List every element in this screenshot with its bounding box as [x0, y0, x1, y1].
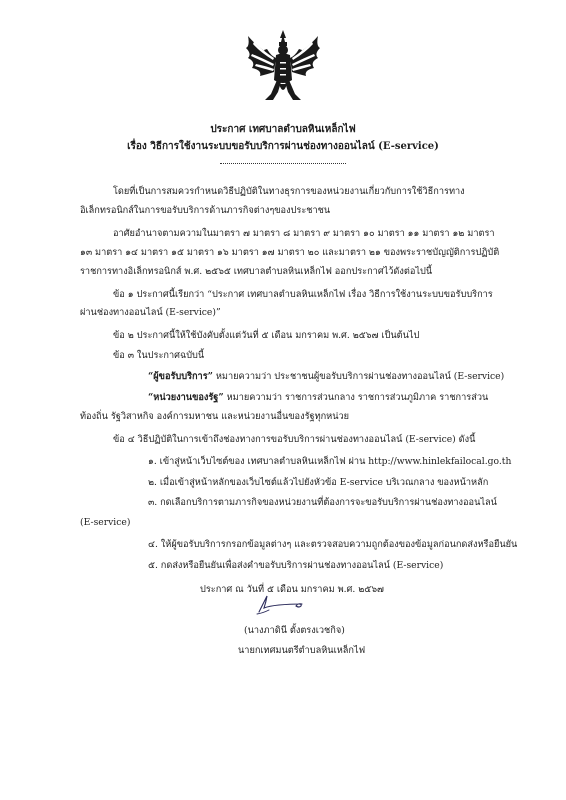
- clause-1-line-1: ข้อ ๑ ประกาศนี้เรียกว่า “ประกาศ เทศบาลตำบลหินเหล็กไฟ เรื่อง วิธีการใช้งานระบบขอรับบริการ: [113, 289, 493, 300]
- definition-2-term: “หน่วยงานของรัฐ”: [148, 392, 224, 403]
- step-4: ๔. ให้ผู้ขอรับบริการกรอกข้อมูลต่างๆ และตรวจสอบความถูกต้องของข้อมูลก่อนกดส่งหรือยืนยัน: [148, 539, 518, 550]
- handwritten-signature: [255, 592, 315, 617]
- clause-4: ข้อ ๔ วิธีปฏิบัติในการเข้าถึงช่องทางการขอรับบริการผ่านช่องทางออนไลน์ (E-service) ดังนี้: [113, 434, 476, 445]
- authority-line-1: อาศัยอำนาจตามความในมาตรา ๗ มาตรา ๘ มาตรา ๙ มาตรา ๑๐ มาตรา ๑๑ มาตรา ๑๒ มาตรา: [113, 228, 495, 239]
- definition-1-text: หมายความว่า ประชาชนผู้ขอรับบริการผ่านช่องทางออนไลน์ (E-service): [212, 371, 505, 382]
- announcement-date: ประกาศ ณ วันที่ ๕ เดือน มกราคม พ.ศ. ๒๕๖๗: [200, 584, 384, 595]
- clause-3: ข้อ ๓ ในประกาศฉบับนี้: [113, 350, 205, 361]
- garuda-emblem-icon: [240, 28, 326, 114]
- step-2: ๒. เมื่อเข้าสู่หน้าหลักของเว็บไซต์แล้วไปยังหัวข้อ E-service บริเวณกลาง ของหน้าหลัก: [148, 477, 489, 488]
- step-5: ๕. กดส่งหรือยืนยันเพื่อส่งคำขอรับบริการผ่านช่องทางออนไลน์ (E-service): [148, 560, 444, 571]
- clause-1-line-2: ผ่านช่องทางออนไลน์ (E-service)”: [80, 307, 221, 318]
- intro-line-2: อิเล็กทรอนิกส์ในการขอรับบริการด้านภารกิจต่างๆของประชาชน: [80, 205, 331, 216]
- announcement-title: ประกาศ เทศบาลตำบลหินเหล็กไฟ: [210, 124, 356, 135]
- signer-name: (นางภาดินี ตั้งตรงเวชกิจ): [244, 625, 345, 636]
- clause-2: ข้อ ๒ ประกาศนี้ให้ใช้บังคับตั้งแต่วันที่ ๕ เดือน มกราคม พ.ศ. ๒๕๖๗ เป็นต้นไป: [113, 330, 420, 341]
- intro-line-1: โดยที่เป็นการสมควรกำหนดวิธีปฏิบัติในทางธุรการของหน่วยงานเกี่ยวกับการใช้วิธีการทาง: [113, 186, 465, 197]
- authority-line-3: ราชการทางอิเล็กทรอนิกส์ พ.ศ. ๒๕๖๕ เทศบาลตำบลหินเหล็กไฟ ออกประกาศไว้ดังต่อไปนี้: [80, 266, 433, 277]
- announcement-subject: เรื่อง วิธีการใช้งานระบบขอรับบริการผ่านช่องทางออนไลน์ (E-service): [127, 141, 439, 152]
- definition-2-text: หมายความว่า ราชการส่วนกลาง ราชการส่วนภูมิภาค ราชการส่วน: [223, 392, 489, 403]
- definition-1: [148, 371, 504, 382]
- definition-1-term: “ผู้ขอรับบริการ”: [148, 371, 213, 382]
- signer-position: นายกเทศมนตรีตำบลหินเหล็กไฟ: [238, 645, 366, 656]
- step-1: ๑. เข้าสู่หน้าเว็บไซต์ของ เทศบาลตำบลหินเหล็กไฟ ผ่าน http://www.hinlekfailocal.go.th: [148, 456, 512, 467]
- dotted-divider: [220, 163, 346, 164]
- definition-2-continuation: ท้องถิ่น รัฐวิสาหกิจ องค์การมหาชน และหน่วยงานอื่นของรัฐทุกหน่วย: [80, 411, 350, 422]
- authority-line-2: ๑๓ มาตรา ๑๔ มาตรา ๑๕ มาตรา ๑๖ มาตรา ๑๗ มาตรา ๒๐ และมาตรา ๒๑ ของพระราชบัญญัติการปฏิบัติ: [80, 247, 500, 258]
- definition-2: [148, 392, 488, 403]
- step-3: ๓. กดเลือกบริการตามภารกิจของหน่วยงานที่ต้องการจะขอรับบริการผ่านช่องทางออนไลน์: [148, 497, 497, 508]
- step-3-continuation: (E-service): [80, 517, 131, 528]
